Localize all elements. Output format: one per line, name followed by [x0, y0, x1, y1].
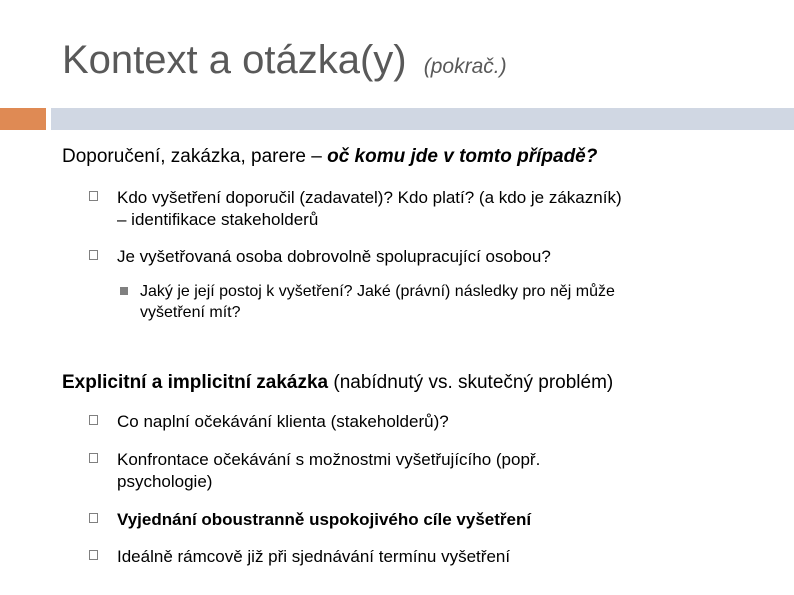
- sub-list-item-line: Jaký je její postoj k vyšetření? Jaké (právní) následky pro něj může: [140, 283, 615, 300]
- section-heading-2-emphasis: Explicitní a implicitní zakázka: [62, 372, 329, 393]
- section-heading-2: [62, 372, 613, 394]
- list-item-line: – identifikace stakeholderů: [117, 210, 319, 229]
- list-item-line: Kdo vyšetření doporučil (zadavatel)? Kdo platí? (a kdo je zákazník): [117, 188, 622, 207]
- section-heading-1: [62, 146, 597, 168]
- list-item-line: Ideálně rámcově již při sjednávání termínu vyšetření: [117, 547, 511, 566]
- slide-title-main: Kontext a otázka(y): [62, 38, 407, 82]
- section-heading-2-rest: (nabídnutý vs. skutečný problém): [328, 372, 614, 393]
- bullet-icon: [89, 453, 98, 463]
- list-item-line: Konfrontace očekávání s možnostmi vyšetřujícího (popř.: [117, 450, 541, 469]
- list-item-line: psychologie): [117, 472, 213, 491]
- section-heading-1-emphasis: oč komu jde v tomto případě?: [327, 146, 598, 167]
- sub-list-item-line: vyšetření mít?: [140, 304, 241, 321]
- bullet-icon: [89, 250, 98, 260]
- bullet-icon: [89, 191, 98, 201]
- section-heading-1-lead: Doporučení, zakázka, parere –: [62, 146, 328, 167]
- title-divider-bar: [51, 108, 794, 130]
- bullet-icon: [89, 415, 98, 425]
- slide-title-sub: (pokrač.): [423, 55, 507, 78]
- list-item-line: Je vyšetřovaná osoba dobrovolně spolupracující osobou?: [117, 247, 551, 266]
- list-item-line: Vyjednání oboustranně uspokojivého cíle vyšetření: [117, 510, 532, 529]
- slide-title: [62, 38, 507, 83]
- list-item-line: Co naplní očekávání klienta (stakeholderů)?: [117, 412, 449, 431]
- accent-bar: [0, 108, 46, 130]
- bullet-icon: [89, 550, 98, 560]
- bullet-icon: [89, 513, 98, 523]
- square-bullet-icon: [120, 287, 128, 295]
